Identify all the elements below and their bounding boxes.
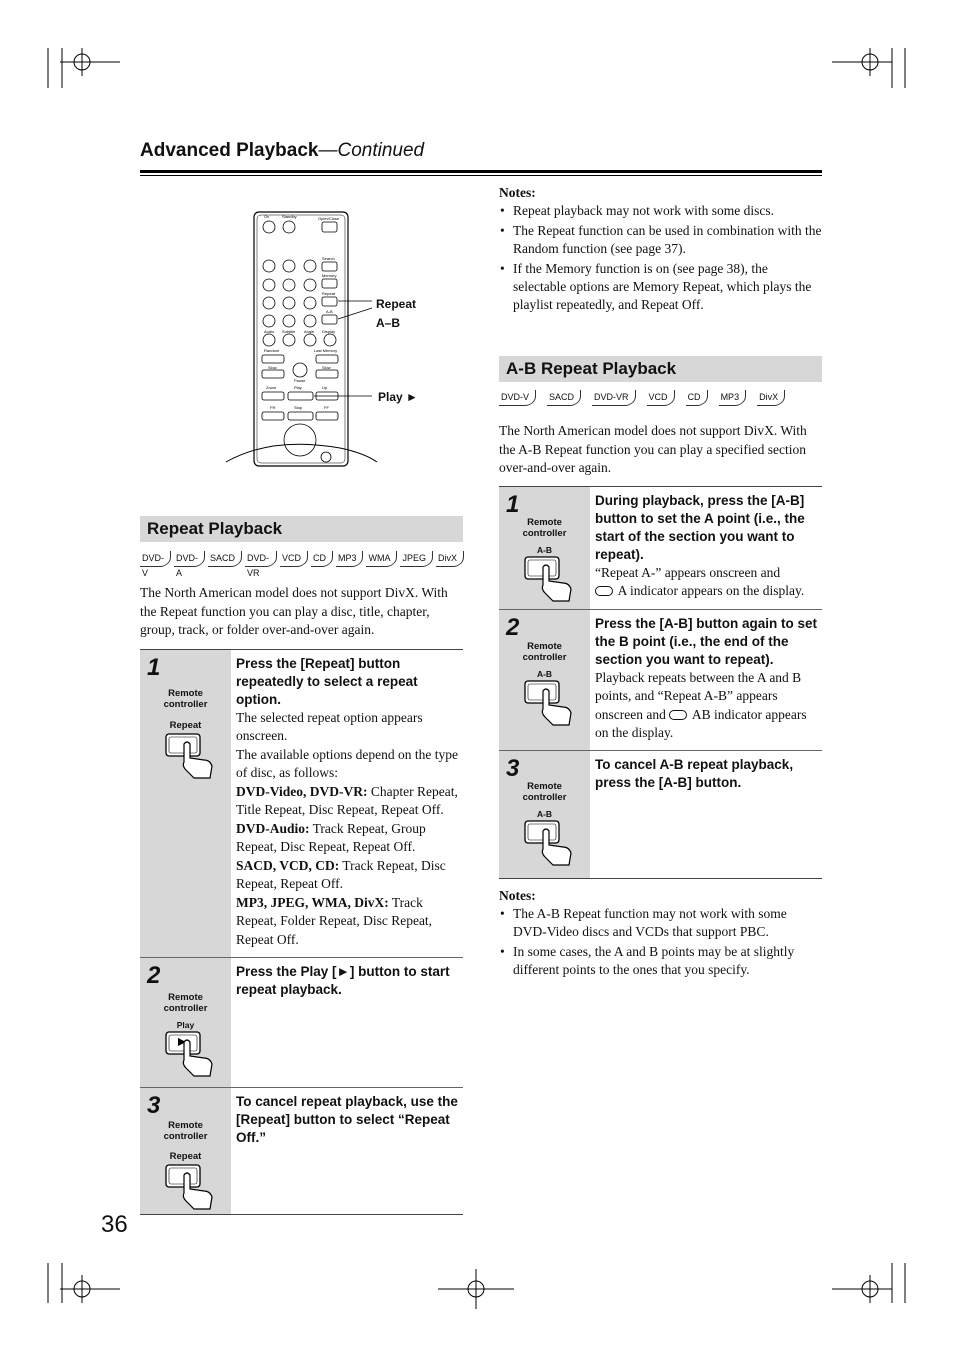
hand-press-play-icon xyxy=(164,1030,218,1078)
repeat-steps xyxy=(140,649,463,1215)
disc-badge: VCD xyxy=(647,390,674,406)
step-body-line xyxy=(595,582,818,601)
page-number: 36 xyxy=(101,1211,128,1238)
svg-text:Audio: Audio xyxy=(264,329,275,334)
svg-text:Play: Play xyxy=(294,385,302,390)
step-content xyxy=(590,751,822,878)
step-number: 3 xyxy=(506,754,520,782)
disc-badge: DVD-V xyxy=(499,390,535,406)
repeat-option-mp3 xyxy=(236,894,459,950)
step-title: During playback, press the [A-B] button to set the A point (i.e., the start of the section you want to repeat). xyxy=(595,492,805,562)
step-number: 2 xyxy=(506,613,520,641)
rc-label-line: controller xyxy=(522,651,567,663)
step-content xyxy=(590,610,822,750)
svg-text:Pause: Pause xyxy=(294,378,306,383)
disc-badge: DivX xyxy=(757,390,784,406)
remote-control-illustration xyxy=(222,200,380,468)
disc-badge: DVD-V xyxy=(140,551,170,567)
page-title xyxy=(140,140,424,162)
step-body-line: “Repeat A-” appears onscreen and xyxy=(595,564,781,580)
step-body-line: The available options depend on the type of disc, as follows: xyxy=(236,746,458,780)
svg-text:Stop: Stop xyxy=(294,405,303,410)
rc-label-line: Remote xyxy=(527,780,562,792)
step-body-text: AB indicator appears on the display. xyxy=(595,706,807,740)
step-title: To cancel A-B repeat playback, press the [A-B] button. xyxy=(595,756,794,790)
option-label: MP3, JPEG, WMA, DivX: xyxy=(236,894,389,910)
step-left-panel xyxy=(140,650,231,957)
button-label: Repeat xyxy=(169,1150,202,1162)
ab-step-3 xyxy=(499,751,822,878)
rc-label-line: controller xyxy=(522,527,567,539)
step-content xyxy=(231,958,463,1087)
step-content xyxy=(231,650,463,957)
ab-steps xyxy=(499,486,822,879)
disc-badge: MP3 xyxy=(336,551,363,567)
step-number: 3 xyxy=(147,1091,161,1119)
rc-label-line: Remote xyxy=(527,516,562,528)
step-body xyxy=(595,564,818,601)
repeat-loop-icon xyxy=(669,710,687,720)
svg-text:FR: FR xyxy=(270,405,276,410)
callout-repeat: Repeat xyxy=(376,297,417,311)
note-item: • In some cases, the A and B points may be at slightly different points to the ones that you specify. xyxy=(499,943,822,979)
remote-controller-label xyxy=(140,688,231,710)
page-title-text: Advanced Playback xyxy=(140,140,319,161)
note-item: • Repeat playback may not work with some discs. xyxy=(499,202,822,220)
disc-badge: DVD-VR xyxy=(245,551,276,567)
svg-text:Slow: Slow xyxy=(268,365,277,370)
rc-label-line: Remote xyxy=(168,687,203,699)
option-text: Track Repeat, Group Repeat, Disc Repeat, Repeat Off. xyxy=(236,820,426,854)
svg-text:FF: FF xyxy=(324,405,329,410)
step-left-panel xyxy=(499,610,590,750)
step-title: Press the [Repeat] button repeatedly to select a repeat option. xyxy=(236,655,418,707)
note-item: • The A-B Repeat function may not work with some DVD-Video discs and VCDs that support PBC. xyxy=(499,905,822,941)
svg-text:Repeat: Repeat xyxy=(322,291,335,296)
step-left-panel xyxy=(140,958,231,1087)
disc-badge: JPEG xyxy=(400,551,432,567)
repeat-step-2 xyxy=(140,958,463,1088)
remote-controller-label xyxy=(140,1120,231,1142)
step-title: Press the [A-B] button again to set the B point (i.e., the end of the section you want to repeat). xyxy=(595,615,818,667)
svg-text:Open/Close: Open/Close xyxy=(318,216,340,221)
notes-top xyxy=(499,184,822,316)
hand-press-ab-icon xyxy=(523,819,577,867)
step-number: 2 xyxy=(147,961,161,989)
ab-repeat-section xyxy=(499,356,822,879)
disc-badge: DVD-A xyxy=(174,551,204,567)
notes-list xyxy=(499,905,822,979)
svg-text:Last Memory: Last Memory xyxy=(314,348,338,353)
svg-text:Standby: Standby xyxy=(282,214,297,219)
note-item: • The Repeat function can be used in combination with the Random function (see page 37). xyxy=(499,222,822,258)
hand-press-button-icon xyxy=(164,1163,218,1211)
disc-badge: WMA xyxy=(366,551,396,567)
step-left-panel xyxy=(499,751,590,878)
notes-bottom xyxy=(499,887,822,981)
remote-controller-label xyxy=(499,641,590,663)
repeat-option-dvd-video xyxy=(236,783,459,820)
repeat-step-1 xyxy=(140,650,463,958)
repeat-step-3 xyxy=(140,1088,463,1214)
button-label: A-B xyxy=(536,668,553,679)
repeat-intro: The North American model does not support DivX. With the Repeat function you can play a disc, title, chapter, group, track, or folder over-and-over again. xyxy=(140,585,448,637)
step-title: Press the Play [►] button to start repeat playback. xyxy=(236,963,450,997)
disc-badge: VCD xyxy=(280,551,307,567)
svg-text:Memory: Memory xyxy=(322,273,337,278)
step-body xyxy=(236,709,459,950)
disc-badge: CD xyxy=(686,390,707,406)
step-content xyxy=(590,487,822,609)
remote-controller-label xyxy=(499,781,590,803)
option-text: Track Repeat, Folder Repeat, Disc Repeat, Repeat Off. xyxy=(236,894,433,947)
svg-text:Angle: Angle xyxy=(304,329,315,334)
repeat-loop-icon xyxy=(595,586,613,596)
svg-text:Search: Search xyxy=(322,256,335,261)
disc-badge: MP3 xyxy=(719,390,746,406)
header-rule xyxy=(140,170,822,176)
hand-press-button-icon xyxy=(164,732,218,780)
step-number: 1 xyxy=(147,653,161,681)
repeat-section xyxy=(140,516,463,1215)
remote-controller-label xyxy=(499,517,590,539)
step-body-line: The selected repeat option appears onscreen. xyxy=(236,709,423,743)
notes-list xyxy=(499,202,822,314)
ab-intro: The North American model does not support DivX. With the A-B Repeat function you can play a specified section over-and-over again. xyxy=(499,423,807,475)
rc-label-line: controller xyxy=(163,1002,208,1014)
ab-heading: A-B Repeat Playback xyxy=(499,356,822,382)
svg-text:On: On xyxy=(264,214,270,219)
svg-text:Subtitle: Subtitle xyxy=(282,329,296,334)
option-label: DVD-Video, DVD-VR: xyxy=(236,783,368,799)
note-item: • If the Memory function is on (see page 38), the selectable options are Memory Repeat, which plays the playlist repeatedly, and Repeat Off. xyxy=(499,260,822,314)
callout-play: Play ► xyxy=(378,390,418,404)
repeat-disc-badges xyxy=(140,551,463,578)
disc-badge: DVD-VR xyxy=(592,390,635,406)
hand-press-ab-icon xyxy=(523,555,577,603)
step-content xyxy=(231,1088,463,1214)
button-label: Play xyxy=(176,1019,195,1030)
step-body xyxy=(595,669,818,743)
ab-step-2 xyxy=(499,610,822,751)
svg-text:Zoom: Zoom xyxy=(266,385,277,390)
rc-label-line: controller xyxy=(163,698,208,710)
notes-title: Notes: xyxy=(499,185,536,200)
step-left-panel xyxy=(140,1088,231,1214)
svg-text:Random: Random xyxy=(264,348,280,353)
hand-press-ab-icon xyxy=(523,679,577,727)
step-body-text: A indicator appears on the display. xyxy=(617,583,805,598)
notes-title: Notes: xyxy=(499,888,536,903)
button-label: A-B xyxy=(536,808,553,819)
continued-label: —Continued xyxy=(318,140,425,161)
rc-label-line: controller xyxy=(522,791,567,803)
option-text: Track Repeat, Disc Repeat, Repeat Off. xyxy=(236,857,446,891)
repeat-option-sacd xyxy=(236,857,459,894)
callout-ab: A–B xyxy=(376,316,401,330)
svg-text:Display: Display xyxy=(322,329,336,334)
repeat-heading: Repeat Playback xyxy=(140,516,463,542)
svg-text:A-B: A-B xyxy=(326,309,333,314)
step-title: To cancel repeat playback, use the [Repeat] button to select “Repeat Off.” xyxy=(236,1093,458,1145)
repeat-option-dvd-audio xyxy=(236,820,459,857)
option-label: SACD, VCD, CD: xyxy=(236,857,340,873)
ab-step-1 xyxy=(499,487,822,610)
remote-controller-label xyxy=(140,992,231,1014)
disc-badge: DivX xyxy=(436,551,463,567)
rc-label-line: Remote xyxy=(168,991,203,1003)
step-number: 1 xyxy=(506,490,520,518)
ab-disc-badges xyxy=(499,390,822,410)
option-label: DVD-Audio: xyxy=(236,820,310,836)
svg-text:Slow: Slow xyxy=(322,365,331,370)
step-body-text: Playback repeats between the A and B points, and “Repeat A-B” appears onscreen and xyxy=(595,669,802,722)
button-label: A-B xyxy=(536,544,553,555)
disc-badge: SACD xyxy=(547,390,580,406)
disc-badge: SACD xyxy=(208,551,241,567)
disc-badge: CD xyxy=(311,551,332,567)
button-label: Repeat xyxy=(169,719,202,731)
rc-label-line: Remote xyxy=(168,1119,203,1131)
svg-text:Up: Up xyxy=(322,385,328,390)
option-text: Chapter Repeat, Title Repeat, Disc Repeat, Repeat Off. xyxy=(236,783,458,817)
rc-label-line: controller xyxy=(163,1130,208,1142)
rc-label-line: Remote xyxy=(527,640,562,652)
step-left-panel xyxy=(499,487,590,609)
